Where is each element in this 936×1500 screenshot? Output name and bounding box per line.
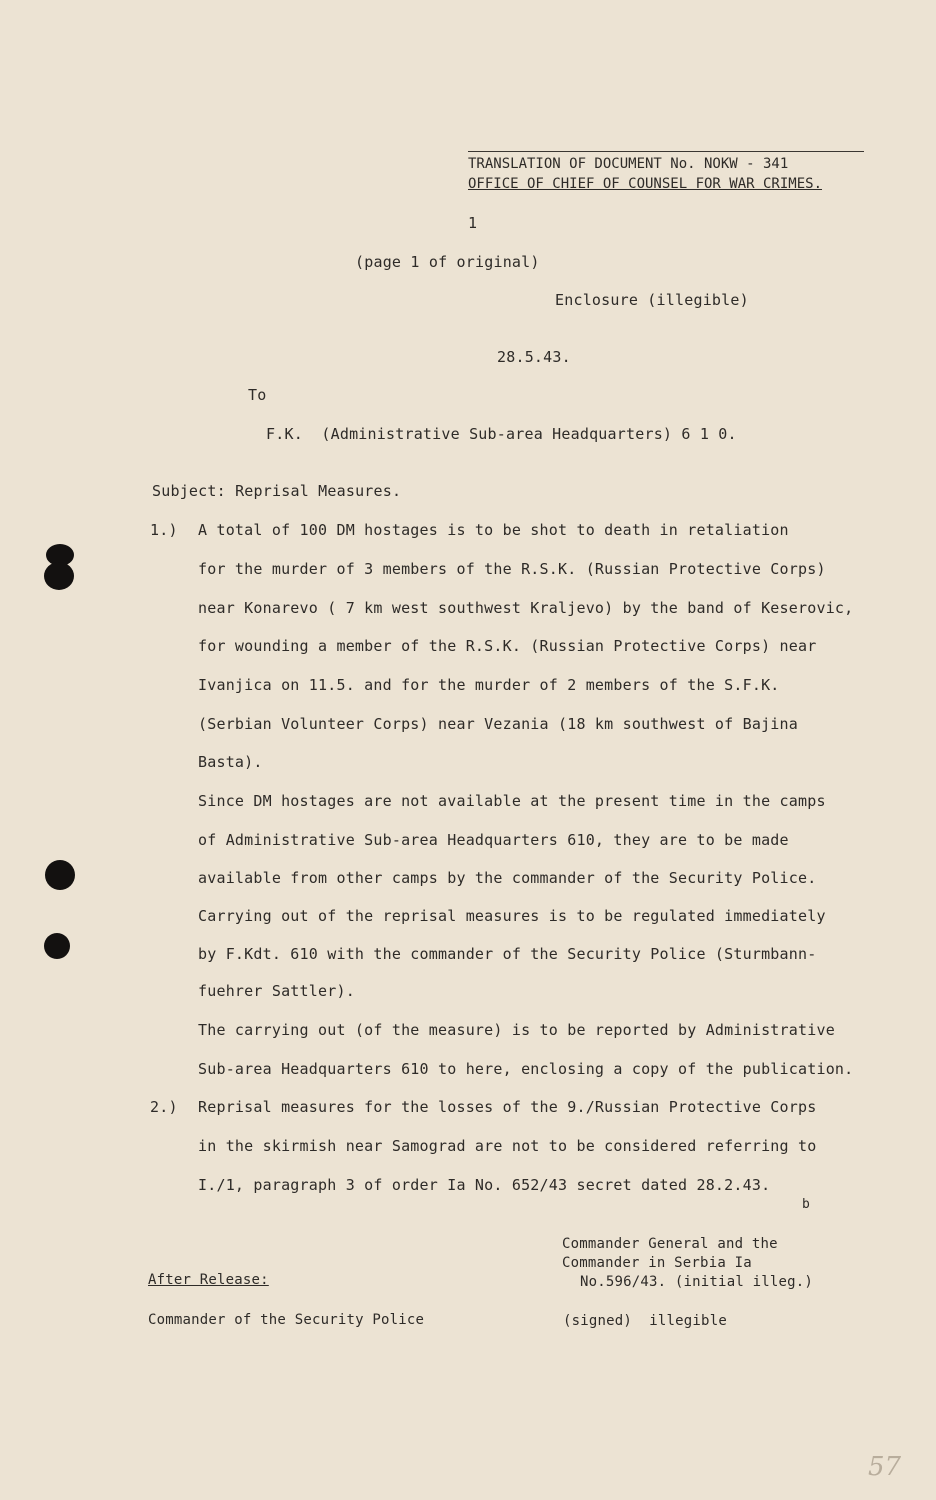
handwritten-page-number: 57 bbox=[868, 1452, 902, 1482]
punch-hole bbox=[45, 860, 75, 890]
item-1-line: The carrying out (of the measure) is to be reported by Administrative bbox=[198, 1021, 835, 1039]
document-date: 28.5.43. bbox=[497, 348, 571, 366]
item-1-line: Since DM hostages are not available at the present time in the camps bbox=[198, 792, 826, 810]
signature-line-1: Commander General and the bbox=[562, 1236, 778, 1252]
item-1-line: available from other camps by the commander of the Security Police. bbox=[198, 869, 817, 887]
item-2-number: 2.) bbox=[150, 1098, 178, 1116]
signature-line-2: Commander in Serbia Ia bbox=[562, 1255, 752, 1271]
signature-line-3: No.596/43. (initial illeg.) bbox=[580, 1274, 813, 1290]
item-2-line: I./1, paragraph 3 of order Ia No. 652/43 secret dated 28.2.43. bbox=[198, 1176, 771, 1194]
item-1-line: A total of 100 DM hostages is to be shot to death in retaliation bbox=[198, 521, 789, 539]
item-1-line: fuehrer Sattler). bbox=[198, 982, 355, 1000]
after-release-recipient: Commander of the Security Police bbox=[148, 1312, 425, 1328]
item-2-line: in the skirmish near Samograd are not to be considered referring to bbox=[198, 1137, 817, 1155]
item-1-line: (Serbian Volunteer Corps) near Vezania (18 km southwest of Bajina bbox=[198, 715, 798, 733]
page-number: 1 bbox=[468, 214, 478, 232]
recipient-line: F.K. (Administrative Sub-area Headquarters) 6 1 0. bbox=[266, 425, 737, 443]
item-2-line: Reprisal measures for the losses of the 9./Russian Protective Corps bbox=[198, 1098, 817, 1116]
item-1-number: 1.) bbox=[150, 521, 178, 539]
item-1-line: by F.Kdt. 610 with the commander of the Security Police (Sturmbann- bbox=[198, 945, 817, 963]
item-1-line: Basta). bbox=[198, 753, 263, 771]
to-label: To bbox=[248, 386, 267, 404]
translation-heading: TRANSLATION OF DOCUMENT No. NOKW - 341 bbox=[468, 156, 789, 172]
punch-hole bbox=[44, 933, 70, 959]
item-1-line: of Administrative Sub-area Headquarters 610, they are to be made bbox=[198, 831, 789, 849]
item-1-line: for the murder of 3 members of the R.S.K. (Russian Protective Corps) bbox=[198, 560, 826, 578]
header-rule bbox=[468, 151, 864, 152]
office-heading: OFFICE OF CHIEF OF COUNSEL FOR WAR CRIMES. bbox=[468, 176, 823, 192]
page-reference: (page 1 of original) bbox=[355, 253, 540, 271]
punch-hole bbox=[44, 562, 74, 590]
enclosure-note: Enclosure (illegible) bbox=[555, 291, 749, 309]
item-1-line: near Konarevo ( 7 km west southwest Kraljevo) by the band of Keserovic, bbox=[198, 599, 854, 617]
after-release-label: After Release: bbox=[148, 1272, 269, 1288]
item-1-line: Carrying out of the reprisal measures is to be regulated immediately bbox=[198, 907, 826, 925]
item-1-line: Ivanjica on 11.5. and for the murder of 2 members of the S.F.K. bbox=[198, 676, 780, 694]
signed-illegible: (signed) illegible bbox=[563, 1313, 727, 1329]
item-1-line: Sub-area Headquarters 610 to here, enclosing a copy of the publication. bbox=[198, 1060, 854, 1078]
stray-mark: b bbox=[802, 1197, 811, 1212]
item-1-line: for wounding a member of the R.S.K. (Russian Protective Corps) near bbox=[198, 637, 817, 655]
subject-line: Subject: Reprisal Measures. bbox=[152, 482, 402, 500]
